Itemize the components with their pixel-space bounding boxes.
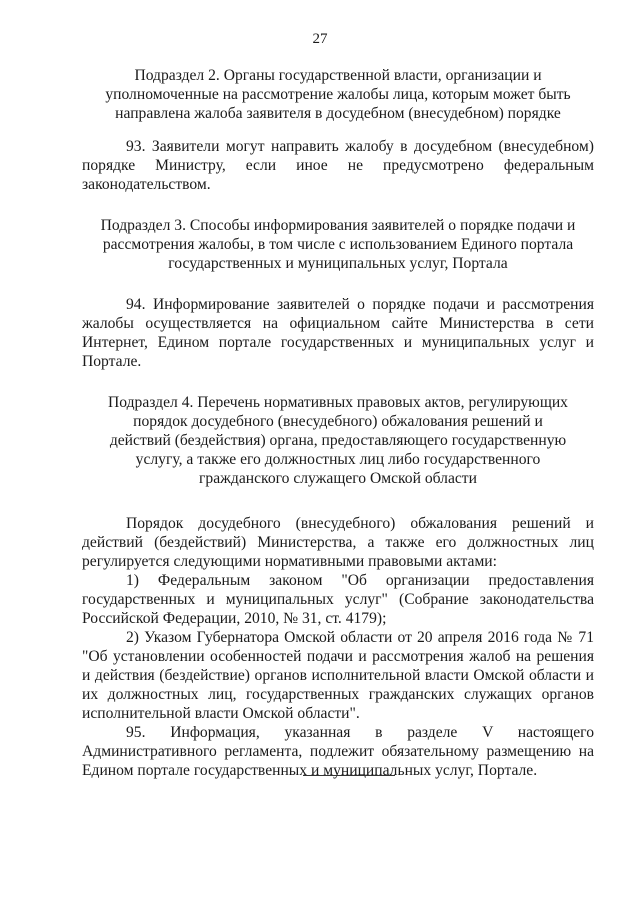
list-item-governor-decree: 2) Указом Губернатора Омской области от 20 апреля 2016 года № 71 "Об установлении особенностей подачи и рассмотрения жалоб на решения и действия (бездействие) органов исполнительной власти Омской области и их должностных лиц, государственных гражданских служащих органов исполнительной власти Омской области". <box>82 629 594 722</box>
paragraph-93: 93. Заявители могут направить жалобу в досудебном (внесудебном) порядке Министру, если иное не предусмотрено федеральным законодательством. <box>82 138 594 193</box>
paragraph-95: 95. Информация, указанная в разделе V настоящего Административного регламента, подлежит обязательному размещению на Едином портале государственных и муниципальных услуг, Портале. <box>82 724 594 779</box>
paragraph-94: 94. Информирование заявителей о порядке подачи и рассмотрения жалобы осуществляется на официальном сайте Министерства в сети Интернет, Едином портале государственных и муниципальных услуг и Портале. <box>82 296 594 370</box>
page-number: 27 <box>312 31 328 47</box>
subsection-2-heading: Подраздел 2. Органы государственной власти, организации и уполномоченные на рассмотрение жалобы лица, которым может быть направлена жалоба заявителя в досудебном (внесудебном) порядке <box>105 67 571 122</box>
subsection-4-heading: Подраздел 4. Перечень нормативных правовых актов, регулирующих порядок досудебного (внесудебного) обжалования решений и действий (бездействия) органа, предоставляющего государственную услугу, а также его должностных лиц либо государственного гражданского служащего Омской области <box>108 394 568 487</box>
footer-rule <box>303 775 395 776</box>
paragraph-legal-acts-intro: Порядок досудебного (внесудебного) обжалования решений и действий (бездействий) Министерства, а также его должностных лиц регулируется следующими нормативными правовыми актами: <box>82 515 594 570</box>
subsection-3-heading: Подраздел 3. Способы информирования заявителей о порядке подачи и рассмотрения жалобы, в том числе с использованием Единого портала государственных и муниципальных услуг, Портала <box>100 217 576 272</box>
document-body <box>82 66 594 780</box>
list-item-federal-law: 1) Федеральным законом "Об организации предоставления государственных и муниципальных услуг" (Собрание законодательства Российской Федерации, 2010, № 31, ст. 4179); <box>82 572 594 627</box>
